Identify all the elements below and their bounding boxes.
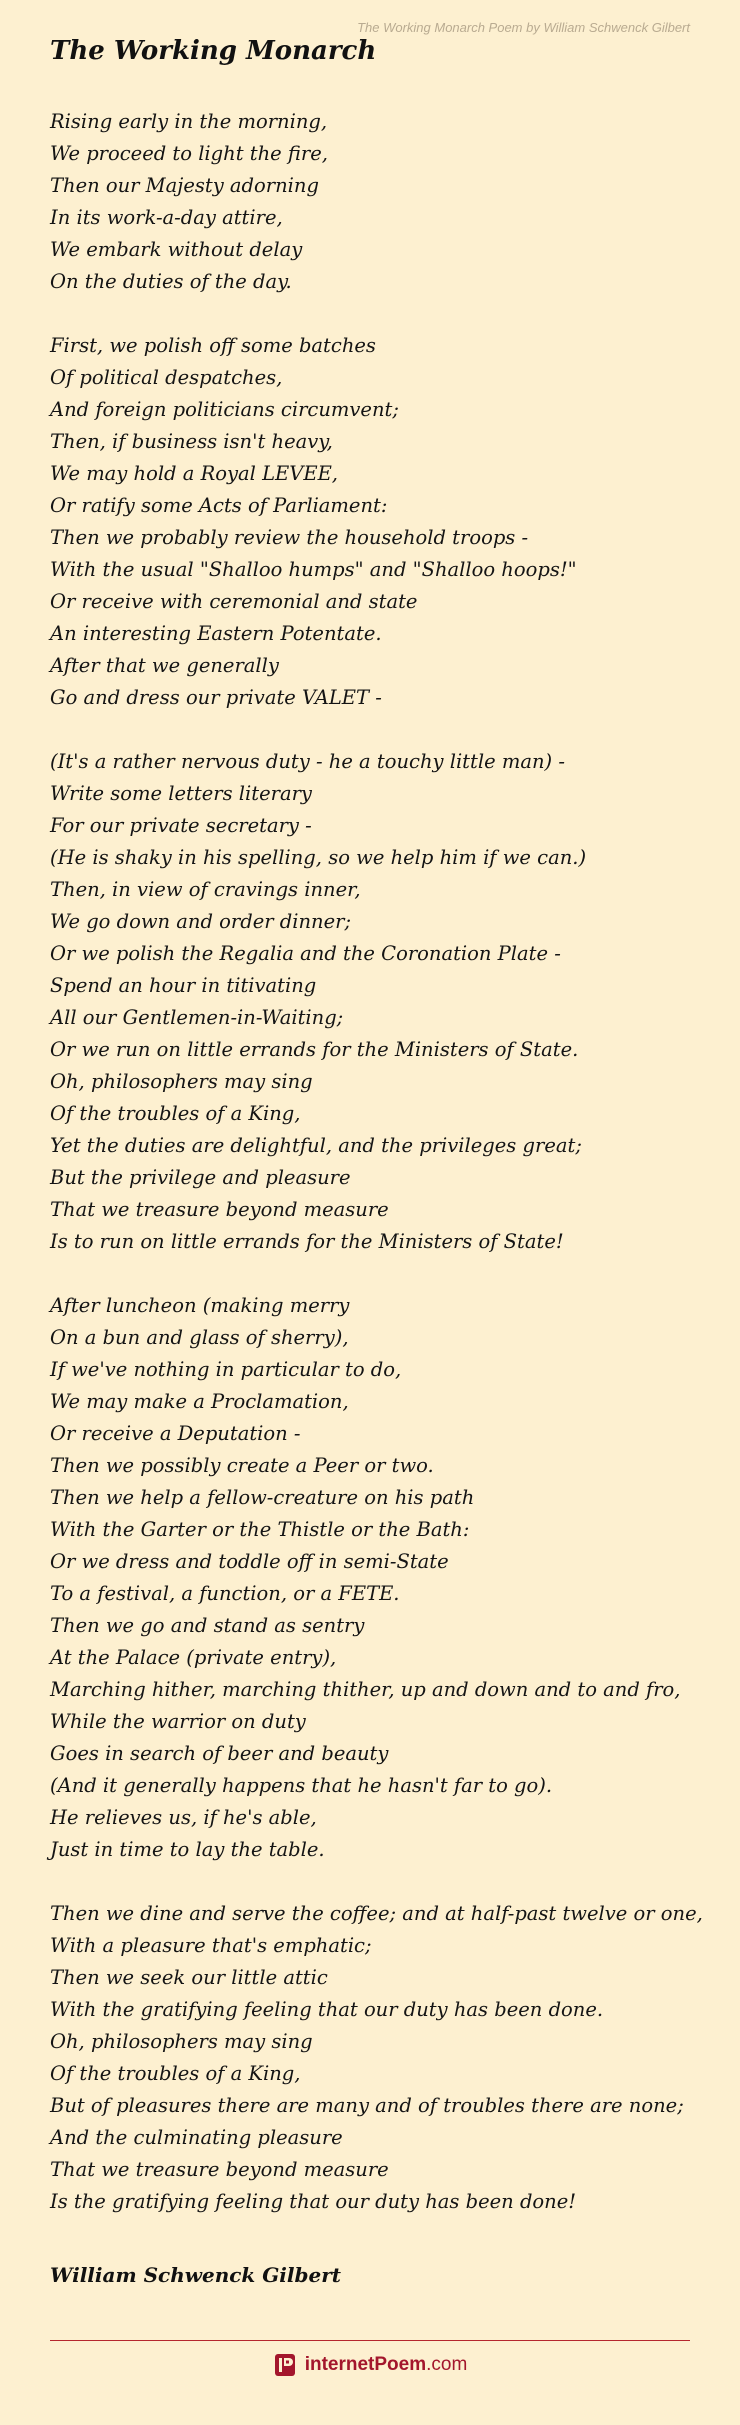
poem-line: We go down and order dinner; <box>50 910 352 933</box>
poem-line: Or receive a Deputation - <box>50 1422 301 1445</box>
poem-line: Then we help a fellow-creature on his path <box>50 1486 475 1509</box>
poem-line: For our private secretary - <box>50 814 312 837</box>
poem-line: Then we seek our little attic <box>50 1966 328 1989</box>
poem-line: Then our Majesty adorning <box>50 174 319 197</box>
poem-title: The Working Monarch <box>50 36 377 66</box>
poem-stanza <box>50 330 700 714</box>
poem-line: (And it generally happens that he hasn't far to go). <box>50 1774 553 1797</box>
poem-line: Oh, philosophers may sing <box>50 2030 313 2053</box>
poem-line: Then, in view of cravings inner, <box>50 878 361 901</box>
footer-divider <box>50 2340 690 2341</box>
poem-line: To a festival, a function, or a FETE. <box>50 1582 400 1605</box>
poem-line: We proceed to light the fire, <box>50 142 328 165</box>
poem-line: Or we run on little errands for the Ministers of State. <box>50 1038 579 1061</box>
poem-line: He relieves us, if he's able, <box>50 1806 317 1829</box>
poem-line: Then we dine and serve the coffee; and at half-past twelve or one, <box>50 1902 703 1925</box>
poem-line: Oh, philosophers may sing <box>50 1070 313 1093</box>
poem-line: All our Gentlemen-in-Waiting; <box>50 1006 344 1029</box>
poem-line: Or receive with ceremonial and state <box>50 590 418 613</box>
poem-author[interactable]: William Schwenck Gilbert <box>50 2263 341 2287</box>
poem-line: After luncheon (making merry <box>50 1294 350 1317</box>
poem-line: With a pleasure that's emphatic; <box>50 1934 372 1957</box>
site-brand-link[interactable] <box>0 2352 740 2378</box>
poem-line: Then, if business isn't heavy, <box>50 430 333 453</box>
site-brand-name: internetPoem.com <box>304 2354 468 2375</box>
poem-line: We embark without delay <box>50 238 303 261</box>
poem-line: On the duties of the day. <box>50 270 292 293</box>
poem-line: But of pleasures there are many and of troubles there are none; <box>50 2094 684 2117</box>
poem-line: But the privilege and pleasure <box>50 1166 351 1189</box>
poem-line: We may make a Proclamation, <box>50 1390 349 1413</box>
poem-line: While the warrior on duty <box>50 1710 306 1733</box>
poem-line: Or we dress and toddle off in semi-State <box>50 1550 449 1573</box>
poem-stanza <box>50 1290 700 1866</box>
poem-stanza <box>50 106 700 298</box>
poem-line: Just in time to lay the table. <box>50 1838 325 1861</box>
poem-line: After that we generally <box>50 654 279 677</box>
poem-line: First, we polish off some batches <box>50 334 376 357</box>
poem-line: (He is shaky in his spelling, so we help him if we can.) <box>50 846 587 869</box>
poem-line: Go and dress our private VALET - <box>50 686 382 709</box>
poem-line: In its work-a-day attire, <box>50 206 283 229</box>
poem-line: Spend an hour in titivating <box>50 974 317 997</box>
internetpoem-logo-icon <box>273 2352 297 2378</box>
poem-line: That we treasure beyond measure <box>50 2158 389 2181</box>
poem-line: With the usual "Shalloo humps" and "Shalloo hoops!" <box>50 558 577 581</box>
poem-line: Or ratify some Acts of Parliament: <box>50 494 388 517</box>
poem-line: And foreign politicians circumvent; <box>50 398 399 421</box>
poem-stanza <box>50 746 700 1258</box>
poem-line: Write some letters literary <box>50 782 312 805</box>
poem-body <box>50 106 703 2250</box>
poem-line: Of the troubles of a King, <box>50 2062 301 2085</box>
poem-line: Rising early in the morning, <box>50 110 328 133</box>
poem-line: Is to run on little errands for the Ministers of State! <box>50 1230 564 1253</box>
poem-line: Is the gratifying feeling that our duty has been done! <box>50 2190 577 2213</box>
poem-line: An interesting Eastern Potentate. <box>50 622 382 645</box>
poem-line: At the Palace (private entry), <box>50 1646 337 1669</box>
poem-line: Then we possibly create a Peer or two. <box>50 1454 434 1477</box>
poem-line: Then we probably review the household troops - <box>50 526 529 549</box>
poem-line: With the gratifying feeling that our duty has been done. <box>50 1998 604 2021</box>
poem-line: We may hold a Royal LEVEE, <box>50 462 338 485</box>
poem-line: Marching hither, marching thither, up and down and to and fro, <box>50 1678 681 1701</box>
poem-line: Of political despatches, <box>50 366 283 389</box>
poem-line: If we've nothing in particular to do, <box>50 1358 402 1381</box>
poem-stanza <box>50 1898 703 2218</box>
poem-line: With the Garter or the Thistle or the Bath: <box>50 1518 470 1541</box>
poem-line: Then we go and stand as sentry <box>50 1614 365 1637</box>
poem-line: Or we polish the Regalia and the Coronation Plate - <box>50 942 561 965</box>
poem-line: Yet the duties are delightful, and the privileges great; <box>50 1134 582 1157</box>
poem-line: Of the troubles of a King, <box>50 1102 301 1125</box>
poem-line: On a bun and glass of sherry), <box>50 1326 349 1349</box>
poem-line: And the culminating pleasure <box>50 2126 343 2149</box>
poem-line: That we treasure beyond measure <box>50 1198 389 1221</box>
poem-line: Goes in search of beer and beauty <box>50 1742 389 1765</box>
poem-meta-caption: The Working Monarch Poem by William Schwenck Gilbert <box>357 20 690 35</box>
poem-line: (It's a rather nervous duty - he a touchy little man) - <box>50 750 565 773</box>
